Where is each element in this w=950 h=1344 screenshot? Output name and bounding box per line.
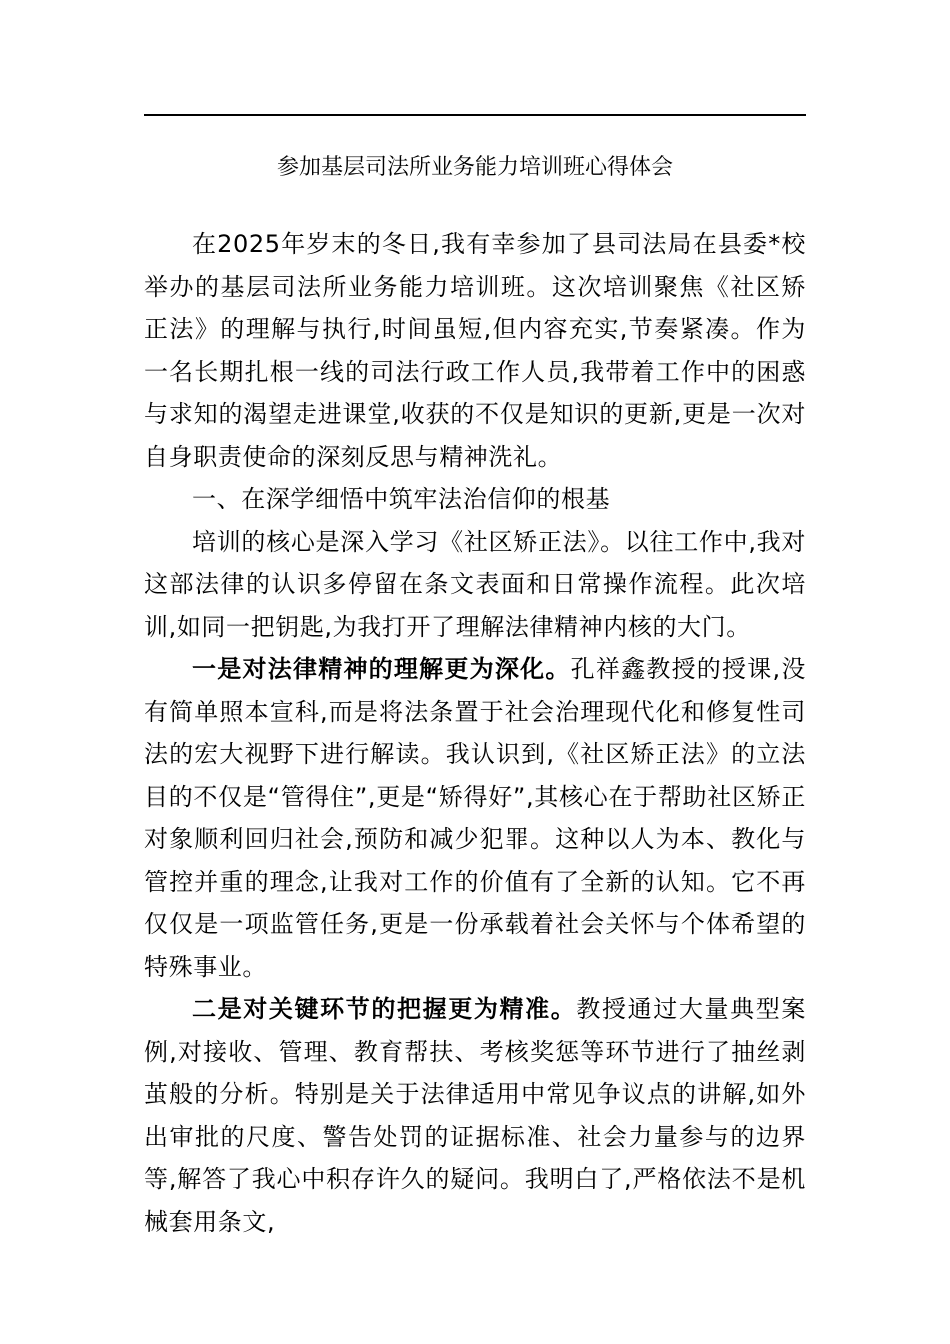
paragraph-text: 孔祥鑫教授的授课,没有简单照本宣科,而是将法条置于社会治理现代化和修复性司法的宏大视野下进行解读。我认识到,《社区矫正法》的立法目的不仅是“管得住”,更是“矫得好”,其核心在于帮助社区矫正对象顺利回归社会,预防和减少犯罪。这种以人为本、教化与管控并重的理念,让我对工作的价值有了全新的认知。它不再仅仅是一项监管任务,更是一份承载着社会关怀与个体希望的特殊事业。 <box>144 655 806 981</box>
paragraph-intro <box>144 223 806 478</box>
paragraph-section-intro <box>144 521 806 649</box>
document-body <box>144 223 806 1243</box>
document-title: 参加基层司法所业务能力培训班心得体会 <box>276 155 673 180</box>
paragraph-text: 教授通过大量典型案例,对接收、管理、教育帮扶、考核奖惩等环节进行了抽丝剥茧般的分析。特别是关于法律适用中常见争议点的讲解,如外出审批的尺度、警告处罚的证据标准、社会力量参与的边界等,解答了我心中积存许久的疑问。我明白了,严格依法不是机械套用条文, <box>144 995 806 1236</box>
header-rule <box>144 114 806 116</box>
paragraph-point-1 <box>144 648 806 988</box>
paragraph-text: 培训的核心是深入学习《社区矫正法》。以往工作中,我对这部法律的认识多停留在条文表面和日常操作流程。此次培训,如同一把钥匙,为我打开了理解法律精神内核的大门。 <box>144 527 806 641</box>
section-heading-1 <box>144 478 806 521</box>
paragraph-lead: 一是对法律精神的理解更为深化。 <box>192 655 571 683</box>
paragraph-text: 在2025年岁末的冬日,我有幸参加了县司法局在县委*校举办的基层司法所业务能力培训班。这次培训聚焦《社区矫正法》的理解与执行,时间虽短,但内容充实,节奏紧凑。作为一名长期扎根一线的司法行政工作人员,我带着工作中的困惑与求知的渴望走进课堂,收获的不仅是知识的更新,更是一次对自身职责使命的深刻反思与精神洗礼。 <box>144 230 806 471</box>
paragraph-lead: 二是对关键环节的把握更为精准。 <box>192 995 577 1023</box>
paragraph-point-2 <box>144 988 806 1243</box>
paragraph-text: 一、在深学细悟中筑牢法治信仰的根基 <box>192 485 611 513</box>
